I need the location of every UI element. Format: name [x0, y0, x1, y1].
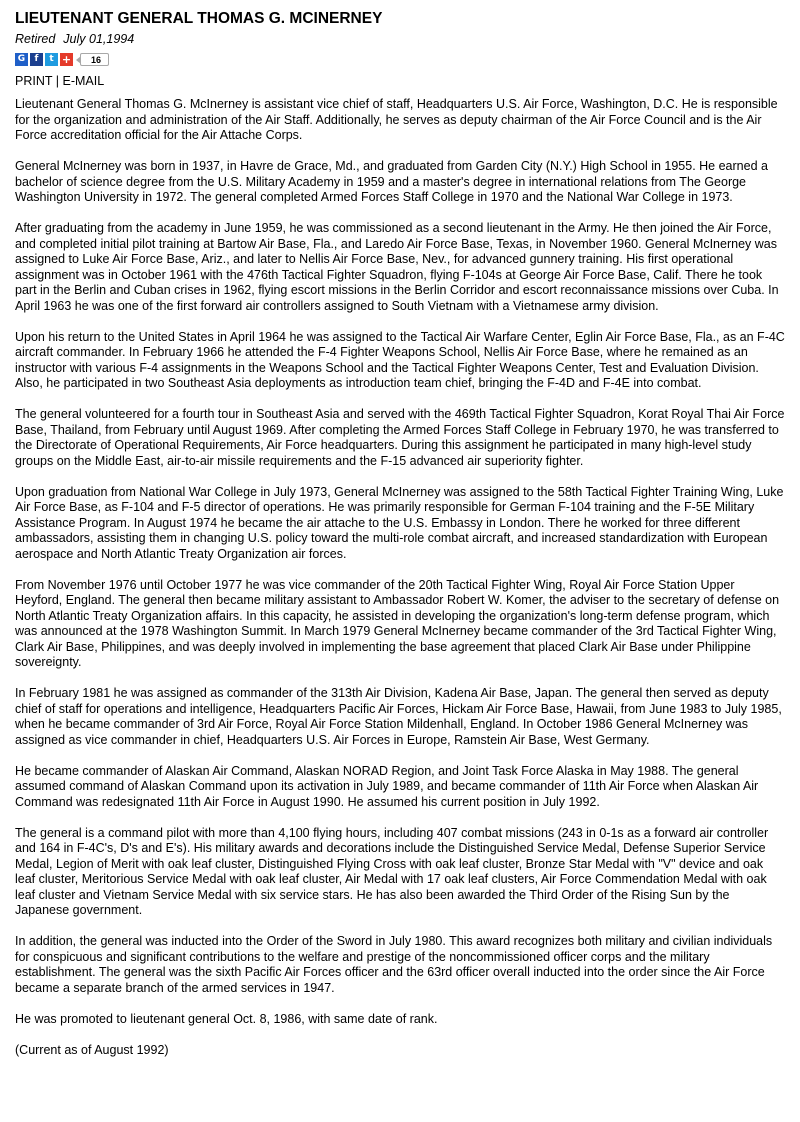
action-links — [15, 74, 785, 89]
email-link[interactable]: E-MAIL — [62, 74, 105, 88]
bio-paragraph: General McInerney was born in 1937, in Havre de Grace, Md., and graduated from Garden City (N.Y.) High School in 1955. He earned a bachelor of science degree from the U.S. Military Academy in 1959 and a master's degree in international relations from The George Washington University in 1972. The general completed Armed Forces Staff College in 1970 and the National War College in 1973. — [15, 159, 768, 204]
bio-paragraph: The general is a command pilot with more than 4,100 flying hours, including 407 combat missions (243 in 0-1s as a forward air controller and 164 in F-4C's, D's and E's). His military awards and decorations include the Distinguished Service Medal, Defense Superior Service Medal, Legion of Merit with oak leaf cluster, Distinguished Flying Cross with oak leaf cluster, Bronze Star Medal with "V" device and oak leaf cluster, Meritorious Service Medal with oak leaf cluster, Air Medal with 17 oak leaf clusters, Air Force Commendation Medal with oak leaf cluster and Vietnam Service Medal with six service stars. He has also been awarded the Third Order of the Rising Sun by the Japanese government. — [15, 825, 769, 917]
share-count-badge: 16 — [80, 53, 109, 66]
bio-paragraph: He was promoted to lieutenant general Oct. 8, 1986, with same date of rank. — [15, 1011, 438, 1026]
bio-paragraph: After graduating from the academy in June 1959, he was commissioned as a second lieutenant in the Army. He then joined the Air Force, and completed initial pilot training at Bartow Air Base, Fla., and Laredo Air Force Base, Texas, in November 1960. General McInerney was assigned to Luke Air Force Base, Ariz., and later to Nellis Air Force Base, Nev., for advanced gunnery training. His first operational assignment was in October 1961 with the 476th Tactical Fighter Squadron, flying F-104s at George Air Force Base, Calif. There he took part in the Berlin and Cuban crises in 1962, flying escort missions in the Berlin Corridor and escort reconnaissance missions over Cuba. In April 1963 he was one of the first forward air controllers assigned to South Vietnam with a Vietnamese army division. — [15, 221, 779, 313]
share-bar — [15, 52, 785, 66]
plus-share-icon[interactable]: + — [61, 52, 72, 66]
currency-note: (Current as of August 1992) — [15, 1042, 169, 1057]
twitter-share-icon[interactable]: t — [45, 53, 58, 66]
bio-paragraph: Lieutenant General Thomas G. McInerney is assistant vice chief of staff, Headquarters U.S. Air Force, Washington, D.C. He is responsible for the organization and administration of the Air Staff. Additionally, he serves as deputy chairman of the Air Force Council and is the Air Force accreditation official for the Air Attache Corps. — [15, 97, 778, 142]
bio-paragraph: He became commander of Alaskan Air Command, Alaskan NORAD Region, and Joint Task Force Alaska in May 1988. The general assumed command of Alaskan Command upon its activation in July 1989, and became commander of 11th Air Force when Alaskan Air Command was redesignated 11th Air Force in August 1990. He assumed his current position in July 1992. — [15, 763, 759, 809]
bio-paragraph: From November 1976 until October 1977 he was vice commander of the 20th Tactical Fighter Wing, Royal Air Force Station Upper Heyford, England. The general then became military assistant to Ambassador Robert W. Komer, the adviser to the secretary of defense on North Atlantic Treaty Organization affairs. In this capacity, he assisted in developing the organization's long-term defense program, which was announced at the 1978 Washington Summit. In March 1979 General McInerney became commander of the 3rd Tactical Fighter Wing, Clark Air Base, Philippines, and was deeply involved in implementing the base agreement that placed Clark Air Base under Philippine sovereignty. — [15, 577, 780, 669]
bio-paragraph: The general volunteered for a fourth tour in Southeast Asia and served with the 469th Tactical Fighter Squadron, Korat Royal Thai Air Force Base, Thailand, from February until August 1969. After completing the Armed Forces Staff College in February 1970, he was transferred to the Directorate of Operational Requirements, Air Force headquarters. During this assignment he participated in many high-level study groups on the Middle East, air-to-air missile requirements and the F-15 advanced air superiority fighter. — [15, 407, 785, 468]
bio-paragraph: In February 1981 he was assigned as commander of the 313th Air Division, Kadena Air Base, Japan. The general then served as deputy chief of staff for operations and intelligence, Headquarters Pacific Air Forces, Hickam Air Force Base, Hawaii, from June 1983 to July 1985, when he became commander of 3rd Air Force, Royal Air Force Station Mildenhall, England. In October 1986 General McInerney was assigned as vice commander in chief, Headquarters U.S. Air Forces in Europe, Ramstein Air Base, West Germany. — [15, 686, 782, 747]
status-text: Retired — [15, 32, 56, 46]
facebook-share-icon[interactable]: f — [30, 53, 43, 66]
bio-paragraph: Upon graduation from National War College in July 1973, General McInerney was assigned to the 58th Tactical Fighter Training Wing, Luke Air Force Base, as F-104 and F-5 director of operations. He was primarily responsible for German F-104 training and the F-5E Military Assistance Program. In August 1974 he became the air attache to the U.S. Embassy in London. There he worked for three different ambassadors, assisting them in changing U.S. policy toward the multi-role combat aircraft, and increased standardization with European aerospace and North Atlantic Treaty Organization air forces. — [15, 484, 784, 561]
biography-content — [15, 97, 785, 1058]
page-title: LIEUTENANT GENERAL THOMAS G. MCINERNEY — [15, 10, 383, 27]
retirement-date: July 01,1994 — [63, 32, 135, 46]
link-separator: | — [55, 74, 60, 88]
bio-paragraph: Upon his return to the United States in April 1964 he was assigned to the Tactical Air Warfare Center, Eglin Air Force Base, Fla., as an F-4C aircraft commander. In February 1966 he attended the F-4 Fighter Weapons School, Nellis Air Force Base, where he remained as an instructor with various F-4 assignments in the Weapons School and the Tactical Fighter Weapons Center, Test and Evaluation Division. Also, he participated in two Southeast Asia deployments as introduction team chief, bringing the F-4D and F-4E into combat. — [15, 329, 785, 390]
bio-paragraph: In addition, the general was inducted into the Order of the Sword in July 1980. This award recognizes both military and civilian individuals for conspicuous and significant contributions to the welfare and prestige of the noncommissioned officer corps and the military establishment. The general was the sixth Pacific Air Forces officer and the 63rd officer overall inducted into the order since the Air Force became a separate branch of the armed services in 1947. — [15, 934, 773, 995]
google-share-icon[interactable]: G — [15, 53, 28, 66]
retirement-info — [15, 32, 785, 47]
print-link[interactable]: PRINT — [15, 74, 53, 88]
